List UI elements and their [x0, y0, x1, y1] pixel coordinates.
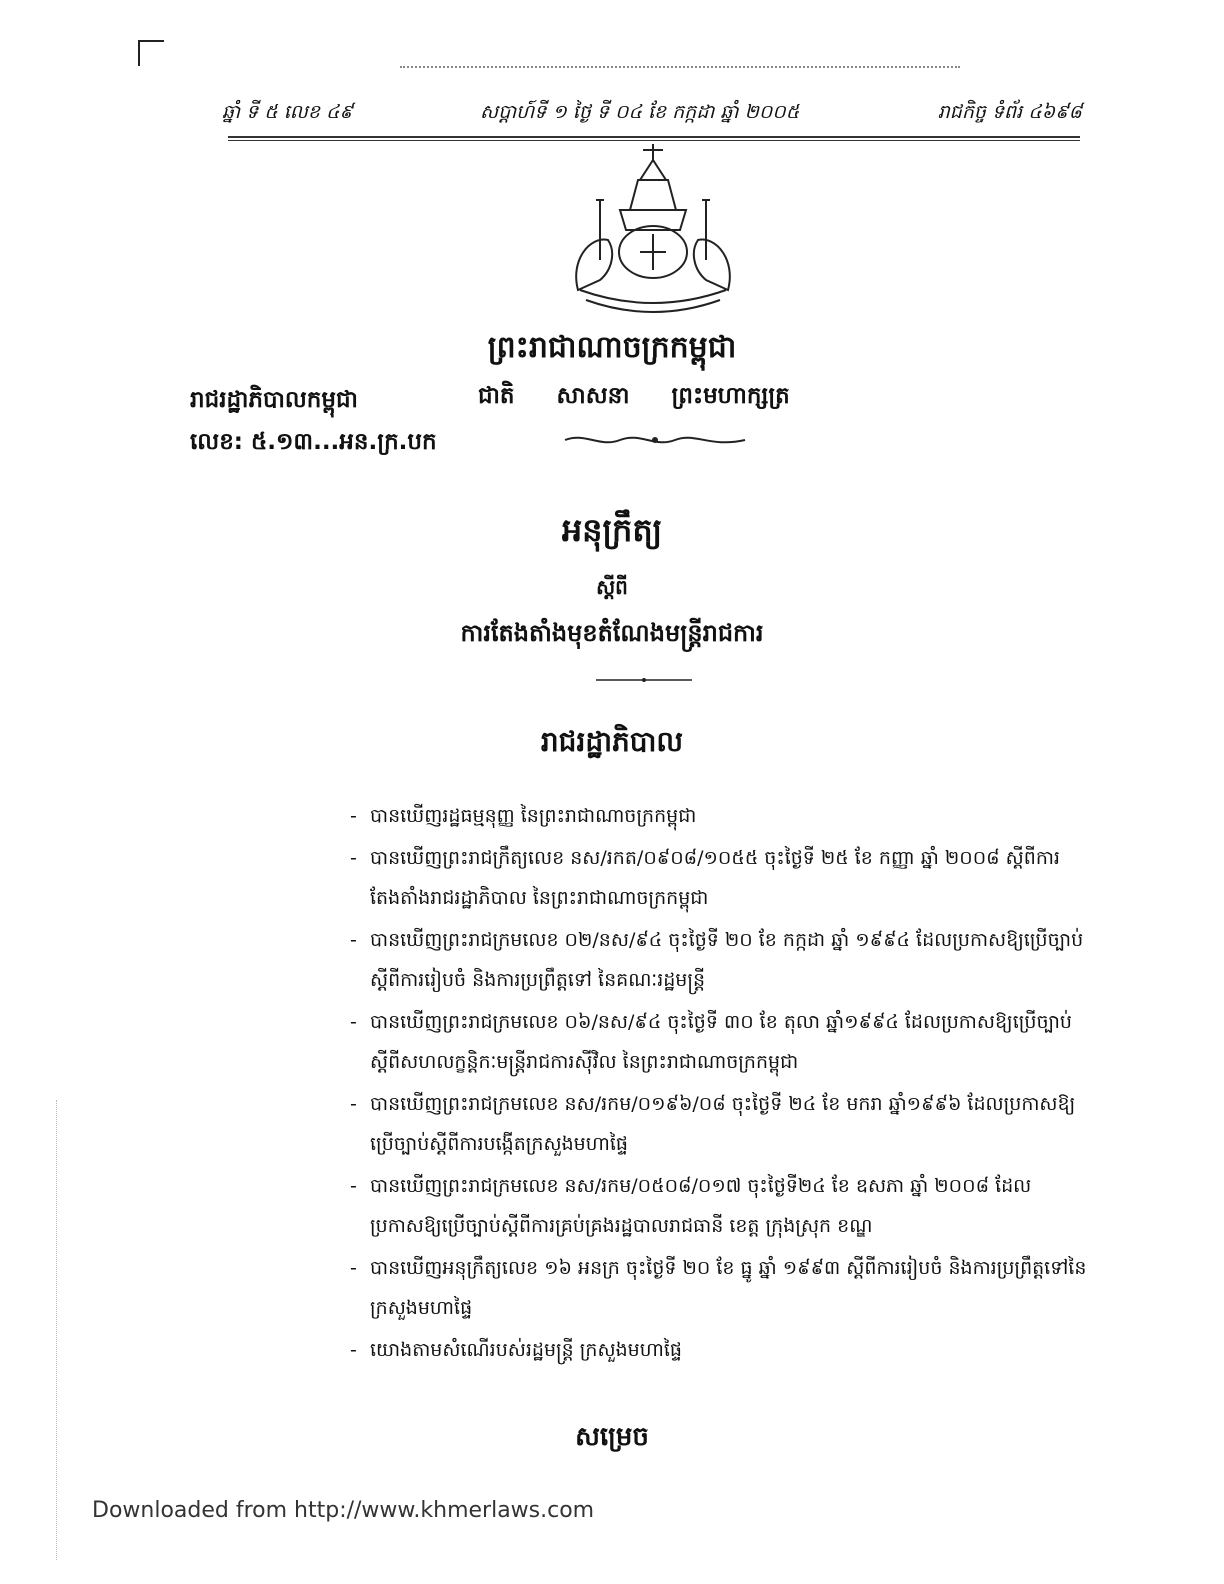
ornament-divider-icon: [560, 430, 750, 450]
decision-heading: សម្រេច: [575, 1422, 649, 1452]
gazette-page: រាជកិច្ច ទំព័រ ៤៦៩៨: [937, 101, 1082, 123]
list-item: - បានឃើញរដ្ឋធម្មនុញ្ញ នៃព្រះរាជាណាចក្រកម្ពុជា: [348, 796, 1088, 836]
list-item: - បានឃើញព្រះរាជក្រមលេខ នស/រកម/០១៩៦/០៨ ចុះថ្ងៃទី ២៤ ខែ មករា ឆ្នាំ១៩៩៦ ដែលប្រកាសឱ្យប្រើច្បាប់ស្តីពីការបង្កើតក្រសួងមហាផ្ទៃ: [348, 1084, 1088, 1164]
document-title: អនុក្រឹត្យ: [561, 511, 663, 549]
list-item: - យោងតាមសំណើរបស់រដ្ឋមន្ត្រី ក្រសួងមហាផ្ទៃ: [348, 1330, 1088, 1370]
top-dotted-line: [400, 66, 960, 72]
royal-coat-of-arms-icon: [560, 140, 746, 316]
document-about: ស្តីពី: [596, 575, 628, 599]
list-item: - បានឃើញអនុក្រឹត្យលេខ ១៦ អនក្រ ចុះថ្ងៃទី ២០ ខែ ធ្នូ ឆ្នាំ ១៩៩៣ ស្តីពីការរៀបចំ និងការប្រព្រឹត្តទៅនៃក្រសួងមហាផ្ទៃ: [348, 1248, 1088, 1328]
gazette-date: សប្តាហ៍ទី ១ ថ្ងៃ ទី ០៤ ខែ កក្កដា ឆ្នាំ ២០០៥: [480, 101, 800, 123]
national-motto: ជាតិ សាសនា ព្រះមហាក្សត្រ: [478, 383, 790, 409]
document-subject: ការតែងតាំងមុខតំណែងមន្ត្រីរាជការ: [460, 619, 764, 647]
list-item: - បានឃើញព្រះរាជក្រឹត្យលេខ នស/រកត/០៩០៨/១០៥៥ ចុះថ្ងៃទី ២៥ ខែ កញ្ញា ឆ្នាំ ២០០៨ ស្តីពីការតែងតាំងរាជរដ្ឋាភិបាល នៃព្រះរាជាណាចក្រកម្ពុជា: [348, 838, 1088, 918]
government-name: រាជរដ្ឋាភិបាលកម្ពុជា: [190, 387, 358, 413]
list-item: - បានឃើញព្រះរាជក្រមលេខ ០៦/នស/៩៤ ចុះថ្ងៃទី ៣០ ខែ តុលា ឆ្នាំ១៩៩៤ ដែលប្រកាសឱ្យប្រើច្បាប់ស្តីពីសហលក្ខន្តិកៈមន្ត្រីរាជការស៊ីវិល នៃព្រះរាជាណាចក្រកម្ពុជា: [348, 1002, 1088, 1082]
list-item: - បានឃើញព្រះរាជក្រមលេខ ០២/នស/៩៤ ចុះថ្ងៃទី ២០ ខែ កក្កដា ឆ្នាំ ១៩៩៤ ដែលប្រកាសឱ្យប្រើច្បាប់ស្តីពីការរៀបចំ និងការប្រព្រឹត្តទៅ នៃគណៈរដ្ឋមន្ត្រី: [348, 920, 1088, 1000]
gazette-header: [222, 100, 1082, 130]
gazette-issue: ឆ្នាំ ទី ៥ លេខ ៤៩: [222, 101, 353, 123]
source-watermark: Downloaded from http://www.khmerlaws.com: [92, 1498, 595, 1523]
preamble-clauses: [348, 796, 1088, 1372]
small-divider-icon: [596, 676, 692, 684]
list-item: - បានឃើញព្រះរាជក្រមលេខ នស/រកម/០៥០៨/០១៧ ចុះថ្ងៃទី២៤ ខែ ឧសភា ឆ្នាំ ២០០៨ ដែលប្រកាសឱ្យប្រើច្បាប់ស្តីពីការគ្រប់គ្រងរដ្ឋបាលរាជធានី ខេត្ត ក្រុងស្រុក ខណ្ឌ: [348, 1166, 1088, 1246]
document-number: លេខ: ៥.១៣...អន.ក្រ.បក: [190, 429, 437, 455]
kingdom-name: ព្រះរាជាណាចក្រកម្ពុជា: [487, 330, 737, 365]
corner-mark: [138, 40, 164, 66]
scan-margin-line: [56, 1100, 58, 1560]
issuing-body: រាជរដ្ឋាភិបាល: [540, 725, 684, 758]
